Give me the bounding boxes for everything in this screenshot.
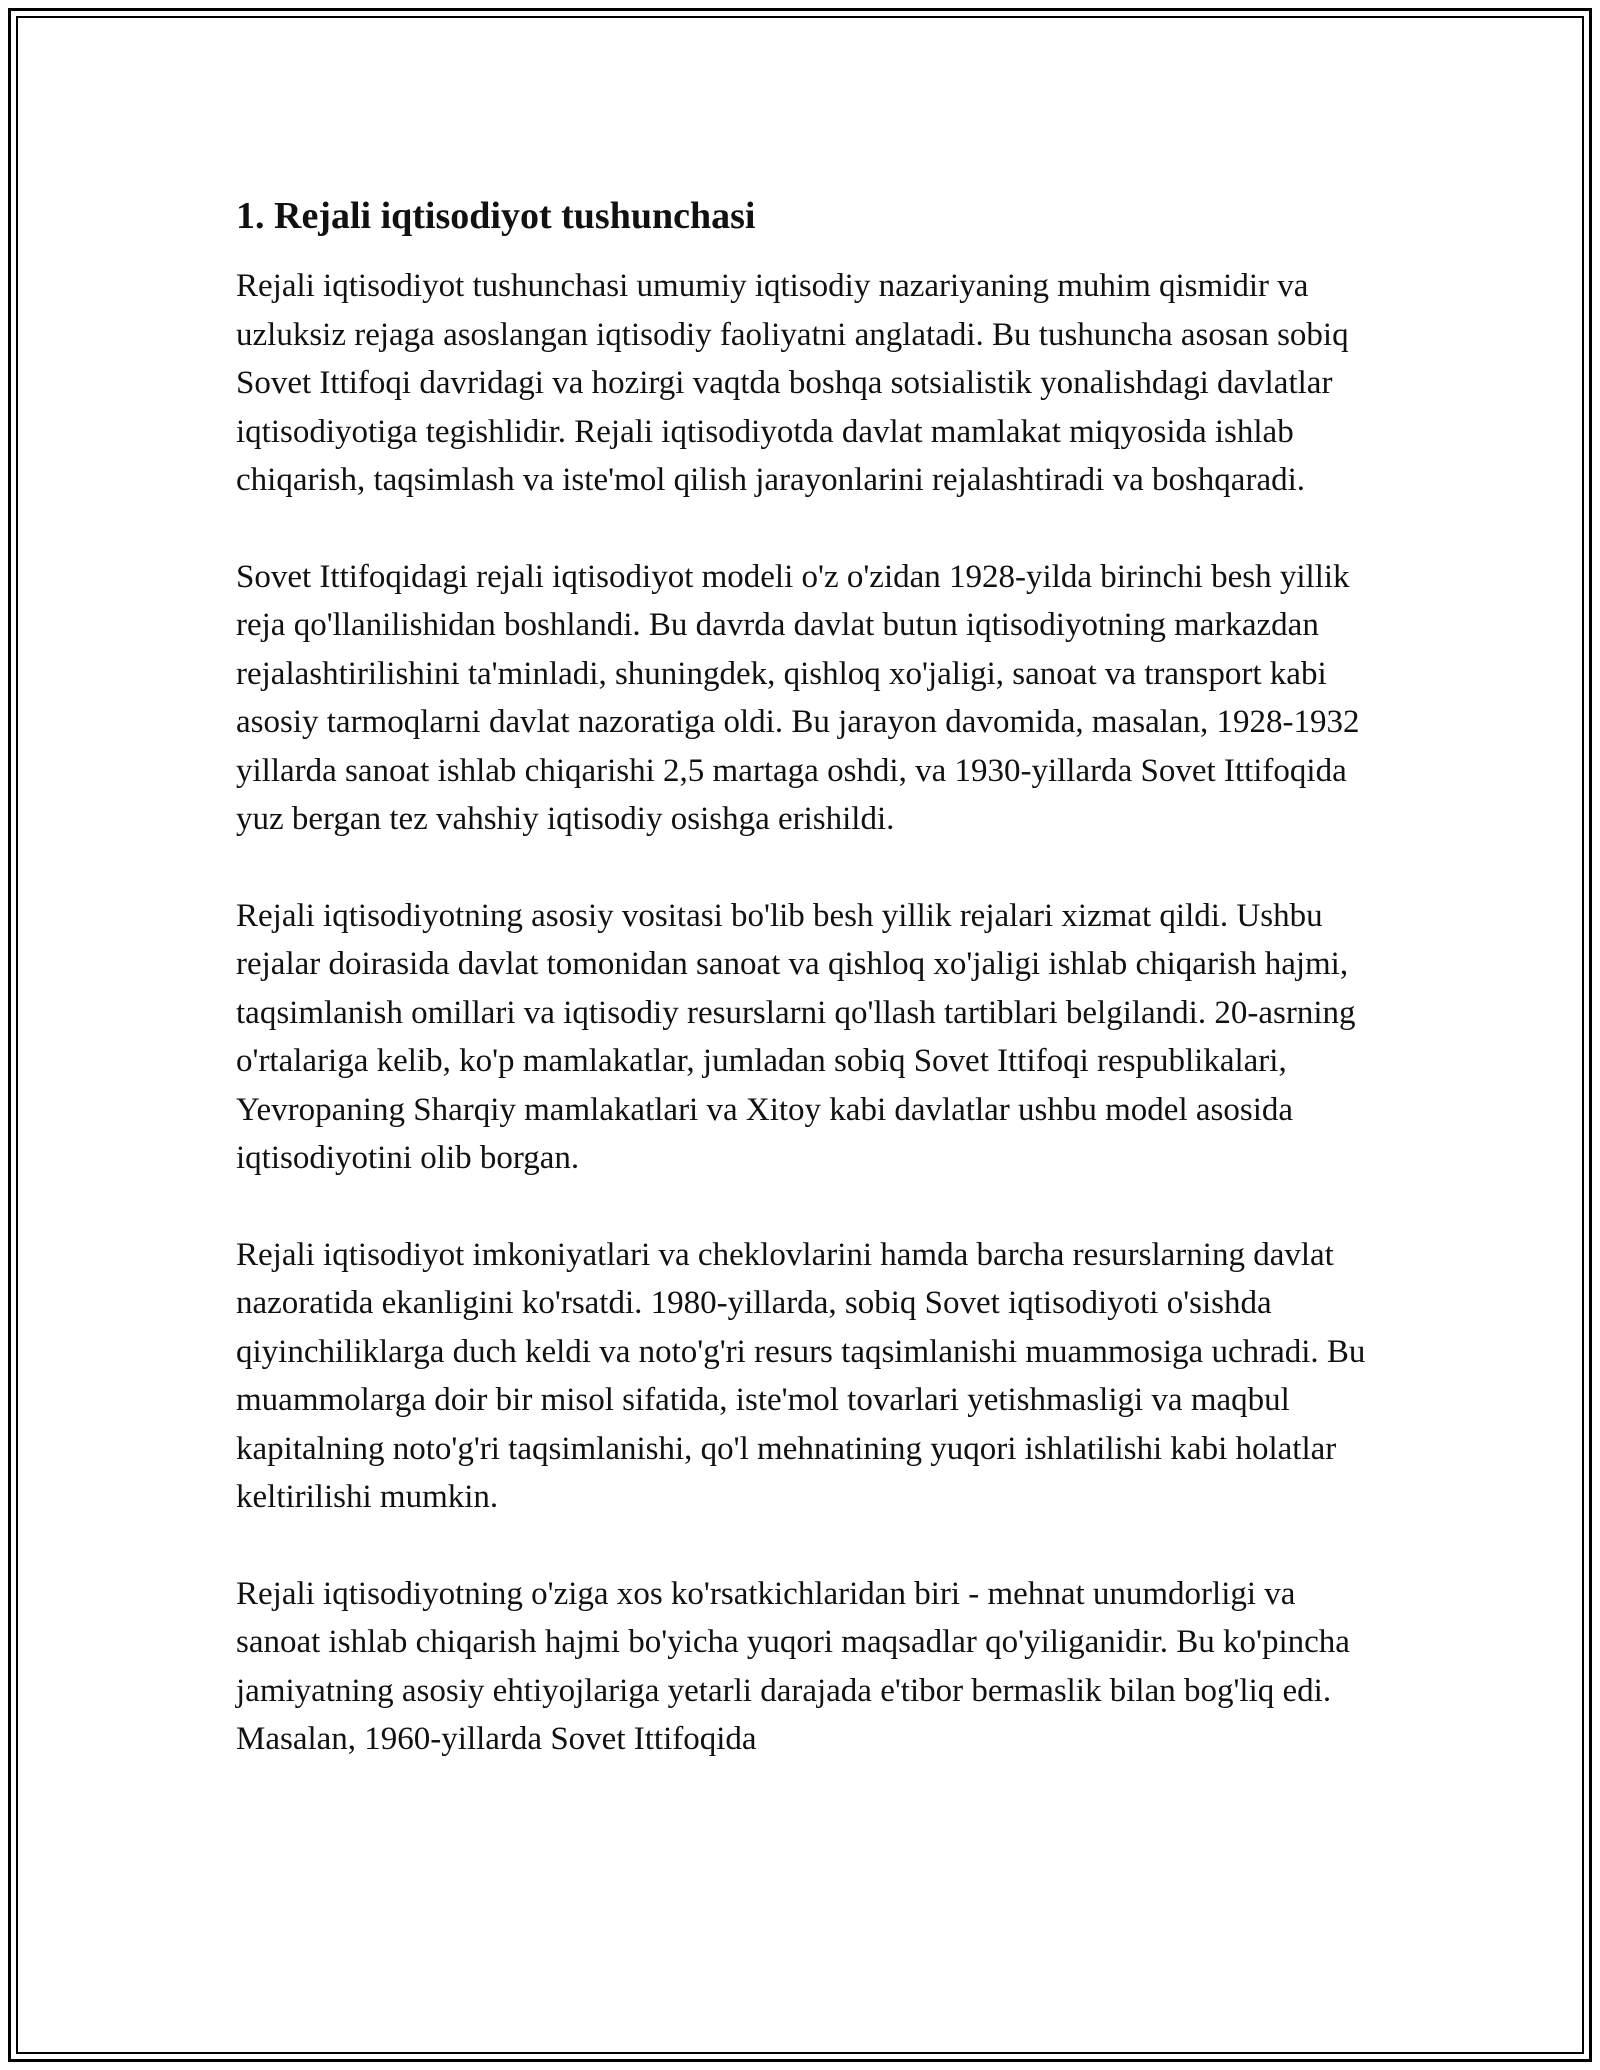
paragraph-5: Rejali iqtisodiyotning o'ziga xos ko'rsatkichlaridan biri - mehnat unumdorligi va sanoat ishlab chiqarish hajmi bo'yicha yuqori maqsadlar qo'yiliganidir. Bu ko'pincha jamiyatning asosiy ehtiyojlariga yetarli darajada e'tibor bermaslik bilan bog'liq edi. Masalan, 1960-yillarda Sovet Ittifoqida [236, 1575, 1350, 1757]
paragraph-2: Sovet Ittifoqidagi rejali iqtisodiyot modeli o'z o'zidan 1928-yilda birinchi besh yillik reja qo'llanilishidan boshlandi. Bu davrda davlat butun iqtisodiyotning markazdan rejalashtirilishini ta'minladi, shuningdek, qishloq xo'jaligi, sanoat va transport kabi asosiy tarmoqlarni davlat nazoratiga oldi. Bu jarayon davomida, masalan, 1928-1932 yillarda sanoat ishlab chiqarishi 2,5 martaga oshdi, va 1930-yillarda Sovet Ittifoqida yuz bergan tez vahshiy iqtisodiy osishga erishildi. [236, 558, 1360, 837]
paragraph-3: Rejali iqtisodiyotning asosiy vositasi bo'lib besh yillik rejalari xizmat qildi. Ushbu rejalar doirasida davlat tomonidan sanoat va qishloq xo'jaligi ishlab chiqarish hajmi, taqsimlanish omillari va iqtisodiy resurslarni qo'llash tartiblari belgilandi. 20-asrning o'rtalariga kelib, ko'p mamlakatlar, jumladan sobiq Sovet Ittifoqi respublikalari, Yevropaning Sharqiy mamlakatlari va Xitoy kabi davlatlar ushbu model asosida iqtisodiyotini olib borgan. [236, 897, 1356, 1176]
section-heading: 1. Rejali iqtisodiyot tushunchasi [236, 195, 756, 237]
paragraph-4: Rejali iqtisodiyot imkoniyatlari va cheklovlarini hamda barcha resurslarning davlat nazoratida ekanligini ko'rsatdi. 1980-yillarda, sobiq Sovet iqtisodiyoti o'sishda qiyinchiliklarga duch keldi va noto'g'ri resurs taqsimlanishi muammosiga uchradi. Bu muammolarga doir bir misol sifatida, iste'mol tovarlari yetishmasligi va maqbul kapitalning noto'g'ri taqsimlanishi, qo'l mehnatining yuqori ishlatilishi kabi holatlar keltirilishi mumkin. [236, 1236, 1366, 1515]
document-body [236, 190, 1366, 1812]
paragraph-1: Rejali iqtisodiyot tushunchasi umumiy iqtisodiy nazariyaning muhim qismidir va uzluksiz rejaga asoslangan iqtisodiy faoliyatni anglatadi. Bu tushuncha asosan sobiq Sovet Ittifoqi davridagi va hozirgi vaqtda boshqa sotsialistik yonalishdagi davlatlar iqtisodiyotiga tegishlidir. Rejali iqtisodiyotda davlat mamlakat miqyosida ishlab chiqarish, taqsimlash va iste'mol qilish jarayonlarini rejalashtiradi va boshqaradi. [236, 268, 1349, 498]
